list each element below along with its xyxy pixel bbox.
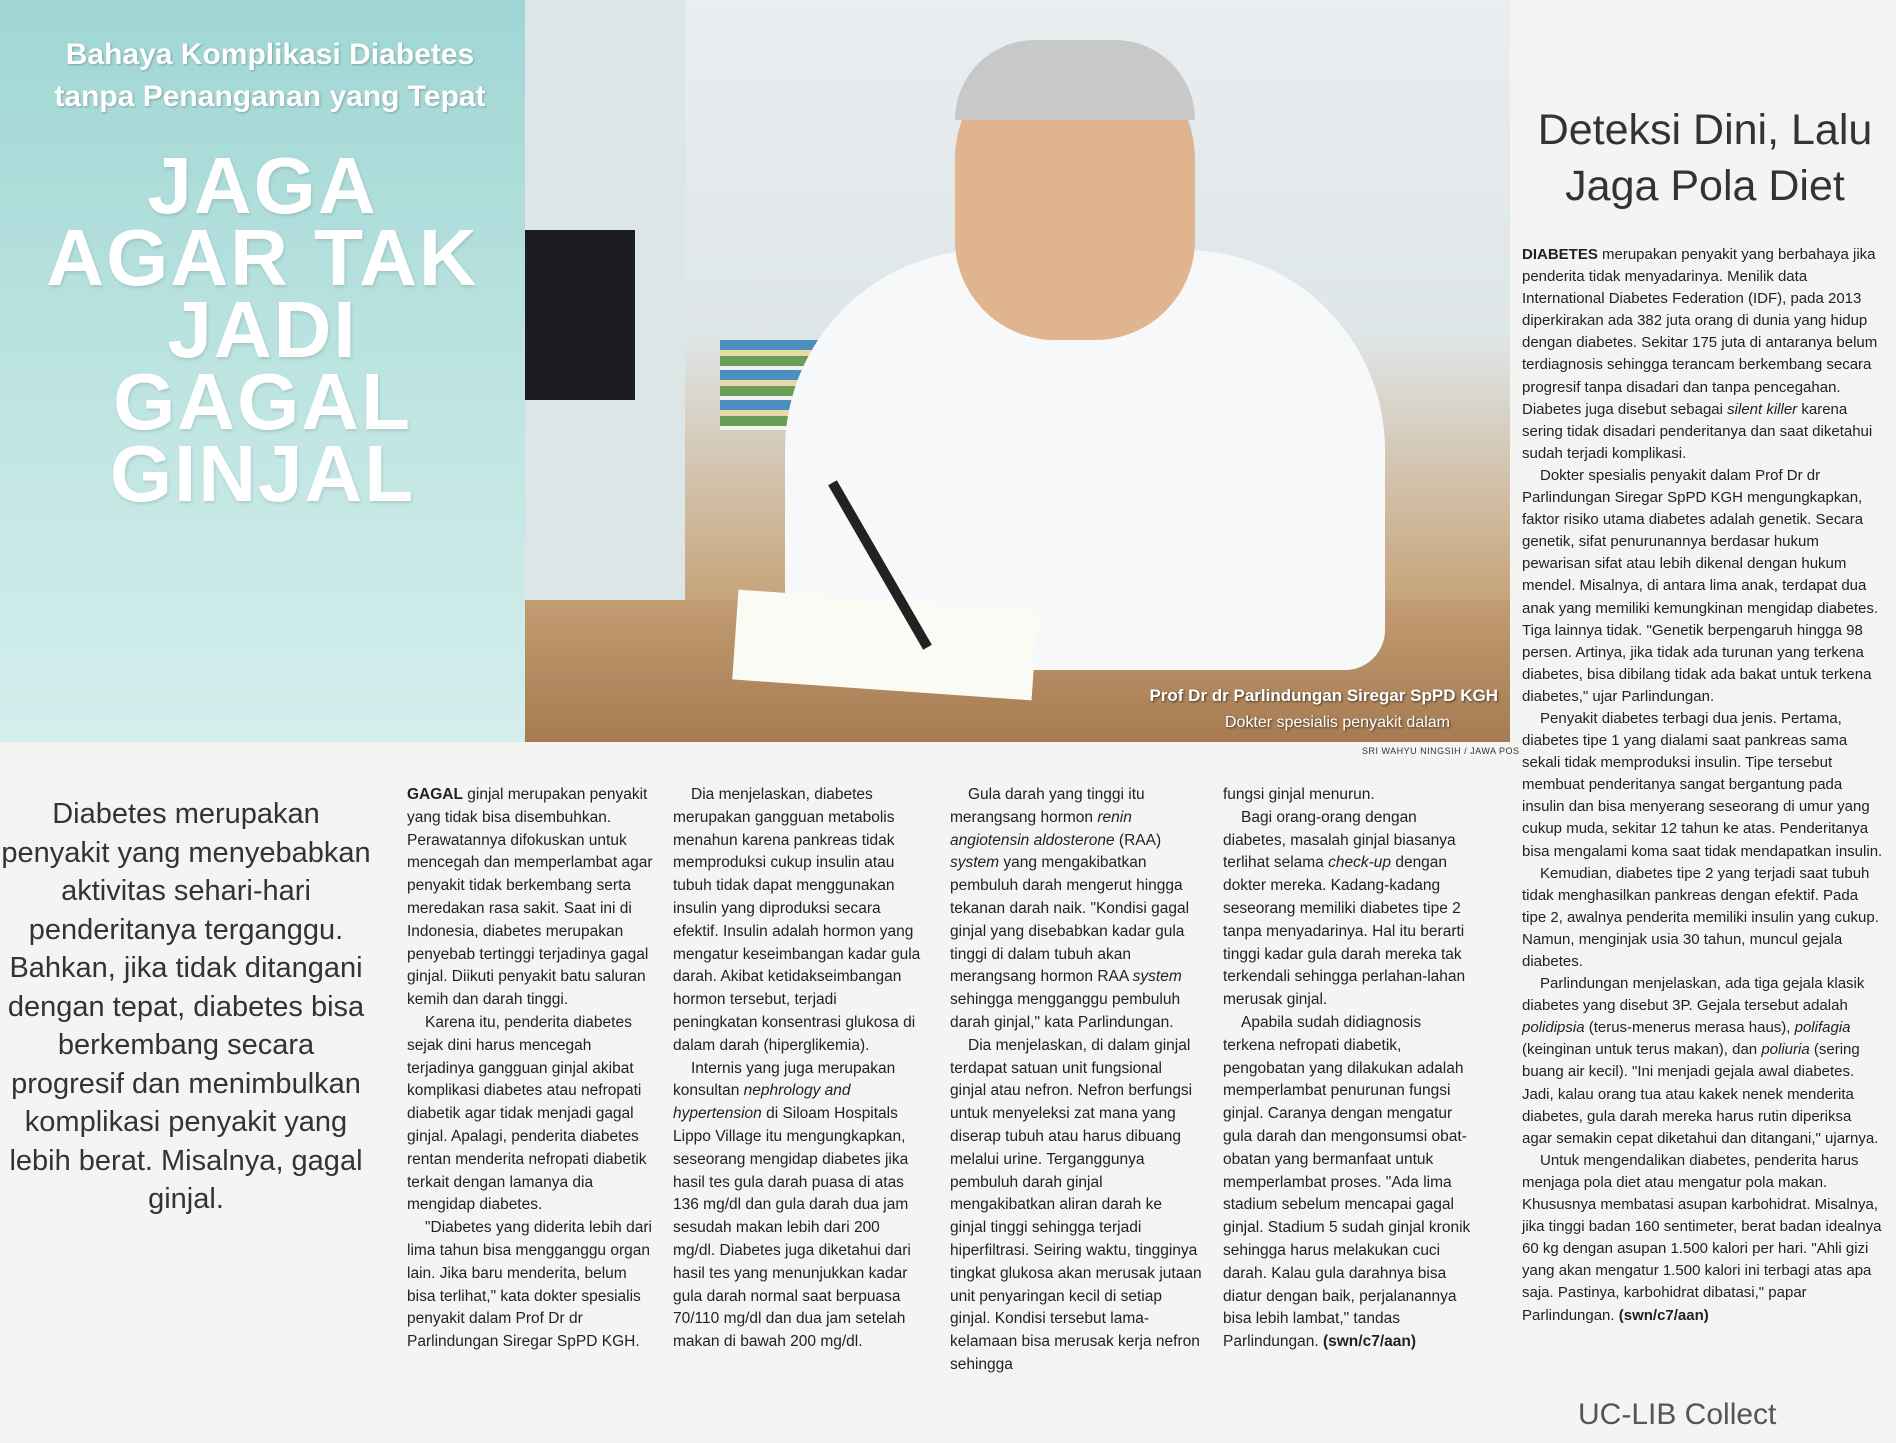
article-column-3 <box>950 784 1202 1377</box>
sidebar-text-6: Untuk mengendalikan diabetes, penderita harus menjaga pola diet atau mengatur pola makan. Khususnya membatasi asupan karbohidrat. Misalnya, jika tinggi badan 160 sentimeter, berat badan idealnya 60 kg dengan asupan 1.500 kalori per hari. "Ahli gizi yang akan mengatur 1.500 kalori ini terbagi atas apa saja. Pastinya, karbohidrat dibatasi," papar Parlindungan. <box>1522 1151 1882 1324</box>
col3-text-b: (RAA) <box>1114 831 1162 849</box>
col3-text-c: yang mengakibatkan pembuluh darah mengerut hingga tekanan darah naik. "Kondisi gagal ginjal yang disebabkan kadar gula tinggi di dalam tubuh akan merangsang hormon RAA <box>950 854 1190 986</box>
sidebar-text-1a: merupakan penyakit yang berbahaya jika penderita tidak menyadarinya. Menilik data International Diabetes Federation (IDF), pada 2013 diperkirakan ada 382 juta orang di dunia yang hidup dengan diabetes. Sekitar 175 juta di antaranya belum terdiagnosis sehingga terancam berkembang secara progresif tanpa disadari dan tanpa pencegahan. Diabetes juga disebut sebagai <box>1522 246 1878 418</box>
sidebar-paragraph-1 <box>1522 244 1884 465</box>
headline-line-4: GAGAL <box>113 357 412 446</box>
col4-italic: check-up <box>1328 854 1392 872</box>
lead-paragraph: Diabetes merupakan penyakit yang menyebabkan aktivitas sehari-hari penderitanya terganggu. Bahkan, jika tidak ditangani dengan tepat, diabetes bisa berkembang secara progresif dan menimbulkan komplikasi penyakit yang lebih berat. Misalnya, gagal ginjal. <box>1 798 371 1215</box>
headline-line-1: JAGA <box>147 141 378 230</box>
sidebar-paragraph-2: Dokter spesialis penyakit dalam Prof Dr dr Parlindungan Siregar SpPD KGH mengungkapkan, faktor risiko utama diabetes adalah genetik. Secara genetik, sifat penurunannya berdasar hukum pewarisan sifat atau lebih dikenal dengan hukum mendel. Misalnya, di antara lima anak, terdapat dua anak yang memiliki kemungkinan mengidap diabetes. Tiga lainnya tidak. "Genetik berpengaruh hingga 98 persen. Artinya, jika tidak ada turunan yang terkena diabetes, bisa dibilang tidak ada bakat untuk terkena diabetes," ujar Parlindungan. <box>1522 466 1879 705</box>
col2-text-a: Internis yang juga merupakan konsultan <box>673 1059 896 1100</box>
sidebar-paragraph-5 <box>1522 973 1884 1150</box>
col4-paragraph-2 <box>1223 807 1475 1012</box>
col4-paragraph-3 <box>1223 1012 1475 1354</box>
sidebar-text-1b: karena sering tidak disadari penderitanya dan saat diketahui sudah terjadi komplikasi. <box>1522 400 1873 462</box>
headline-line-2: AGAR TAK <box>46 213 479 302</box>
col3-italic-3: system <box>1132 968 1182 986</box>
sidebar-title-line-2: Jaga Pola Diet <box>1565 162 1845 210</box>
sidebar-signoff: (swn/c7/aan) <box>1618 1306 1709 1324</box>
col1-paragraph-3: "Diabetes yang diderita lebih dari lima tahun bisa mengganggu organ lain. Jika baru menderita, belum bisa terlihat," kata dokter spesialis penyakit dalam Prof Dr dr Parlindungan Siregar SpPD KGH. <box>407 1219 652 1351</box>
sidebar-text-5d: (sering buang air kecil). "Ini menjadi gejala awal diabetes. Jadi, kalau orang tua atau kakek nenek menderita diabetes, gula darah mereka harus rutin diperiksa agar semakin cepat diketahui dan ditangani," ujarnya. <box>1522 1041 1879 1147</box>
col3-text-d: sehingga mengganggu pembuluh darah ginjal," kata Parlindungan. <box>950 991 1181 1031</box>
col3-paragraph-1 <box>950 784 1202 1035</box>
sidebar-italic-5c: poliuria <box>1761 1041 1810 1059</box>
col3-italic-2: system <box>950 854 1000 872</box>
photo-caption-name: Prof Dr dr Parlindungan Siregar SpPD KGH <box>1149 686 1498 705</box>
col4-text-3: Apabila sudah didiagnosis terkena nefropati diabetik, pengobatan yang dilakukan adalah memperlambat penurunan fungsi ginjal. Caranya dengan mengatur gula darah dan mengonsumsi obat-obatan yang bermanfaat untuk memperlambat proses. "Ada lima stadium sebelum mencapai gagal ginjal. Stadium 5 sudah ginjal kronik sehingga harus melakukan cuci darah. Kalau gula darahnya bisa diatur dengan baik, perjalanannya bisa lebih lambat," tandas Parlindungan. <box>1223 1013 1471 1351</box>
col2-italic: nephrology and hypertension <box>673 1082 851 1123</box>
kicker-line-2: tanpa Penanganan yang Tepat <box>54 80 486 113</box>
headline-line-3: JADI <box>167 285 358 374</box>
sidebar-italic-5a: polidipsia <box>1522 1019 1585 1037</box>
col1-paragraph-2: Karena itu, penderita diabetes sejak dini harus mencegah terjadinya gangguan ginjal akibat komplikasi diabetes atau nefropati diabetik agar tidak menjadi gagal ginjal. Apalagi, penderita diabetes rentan menderita nefropati diabetik terkait dengan lamanya dia mengidap diabetes. <box>407 1013 647 1214</box>
col2-paragraph-2 <box>673 1058 925 1354</box>
doctor-photo <box>525 0 1510 742</box>
sidebar-paragraph-6 <box>1522 1150 1884 1327</box>
photo-doctor-hair <box>955 40 1195 120</box>
photo-credit: SRI WAHYU NINGSIH / JAWA POS <box>1362 746 1520 756</box>
sidebar-italic-5b: polifagia <box>1794 1019 1851 1037</box>
sidebar-italic-1: silent killer <box>1727 400 1798 418</box>
col2-text-b: di Siloam Hospitals Lippo Village itu mengungkapkan, seseorang mengidap diabetes jika hasil tes gula darah puasa di atas 136 mg/dl dan gula darah dua jam sesudah makan lebih dari 200 mg/dl. Diabetes juga diketahui dari hasil tes yang menunjukkan kadar gula darah normal saat berpuasa 70/110 mg/dl dan dua jam setelah makan di bawah 200 mg/dl. <box>673 1105 911 1351</box>
sidebar-paragraph-3: Penyakit diabetes terbagi dua jenis. Pertama, diabetes tipe 1 yang dialami saat pankreas sama sekali tidak memproduksi insulin. Tipe tersebut membuat penderitanya sangat bergantung pada insulin dan bisa menyerang seseorang di umur yang cukup muda, sekitar 12 tahun ke atas. Penderitanya bisa mengalami koma saat tidak mendapatkan insulin. <box>1522 709 1883 860</box>
photo-monitor <box>525 230 635 400</box>
col2-paragraph-1: Dia menjelaskan, diabetes merupakan gangguan metabolis menahun karena pankreas tidak memproduksi cukup insulin atau tubuh tidak dapat menggunakan insulin yang diproduksi secara efektif. Insulin adalah hormon yang mengatur keseimbangan kadar gula darah. Akibat ketidakseimbangan hormon tersebut, terjadi peningkatan konsentrasi glukosa di dalam darah (hiperglikemia). <box>673 786 921 1054</box>
col3-italic-1: renin angiotensin aldosterone <box>950 808 1132 849</box>
col4-text-b: dengan dokter mereka. Kadang-kadang seseorang memiliki diabetes tipe 2 tanpa menyadarinya. Hal itu berarti tinggi kadar gula darah mereka tak terkendali sehingga perlahan-lahan merusak ginjal. <box>1223 854 1466 1009</box>
sidebar-body <box>1522 244 1884 1327</box>
col4-text-a: Bagi orang-orang dengan diabetes, masalah ginjal biasanya terlihat selama <box>1223 808 1456 872</box>
col3-text-a: Gula darah yang tinggi itu merangsang hormon <box>950 786 1145 826</box>
sidebar-text-5a: Parlindungan menjelaskan, ada tiga gejala klasik diabetes yang disebut 3P. Gejala tersebut adalah <box>1522 975 1865 1015</box>
col3-paragraph-2: Dia menjelaskan, di dalam ginjal terdapat satuan unit fungsional ginjal atau nefron. Nefron berfungsi untuk menyeleksi zat mana yang diserap tubuh atau harus dibuang melalui urine. Terganggunya pembuluh darah ginjal mengakibatkan aliran darah ke ginjal tinggi sehingga terjadi hiperfiltrasi. Seiring waktu, tingginya tingkat glukosa akan merusak jutaan unit penyaringan kecil di setiap ginjal. Kondisi tersebut lama-kelamaan bisa merusak kerja nefron sehingga <box>950 1036 1202 1373</box>
sidebar-paragraph-4: Kemudian, diabetes tipe 2 yang terjadi saat tubuh tidak menghasilkan pankreas dengan efektif. Pada tipe 2, awalnya penderita memiliki insulin yang cukup. Namun, menginjak usia 30 tahun, muncul gejala diabetes. <box>1522 864 1879 970</box>
sidebar-text-5b: (terus-menerus merasa haus), <box>1584 1019 1795 1037</box>
col4-signoff: (swn/c7/aan) <box>1322 1333 1416 1351</box>
collection-watermark: UC-LIB Collect <box>1578 1398 1777 1431</box>
article-column-1 <box>407 784 659 1354</box>
article-column-2 <box>673 784 925 1354</box>
kicker-line-1: Bahaya Komplikasi Diabetes <box>65 38 475 71</box>
photo-caption-role: Dokter spesialis penyakit dalam <box>1225 714 1450 731</box>
col4-paragraph-1: fungsi ginjal menurun. <box>1223 786 1375 803</box>
sidebar-title <box>1520 102 1890 214</box>
sidebar-title-line-1: Deteksi Dini, Lalu <box>1537 106 1873 154</box>
col1-paragraph-1 <box>407 784 659 1012</box>
headline-line-5: GINJAL <box>109 429 416 518</box>
article-column-4 <box>1223 784 1475 1354</box>
col1-dropcap: GAGAL <box>407 786 463 803</box>
sidebar-dropcap: DIABETES <box>1522 246 1598 263</box>
col1-text-1: ginjal merupakan penyakit yang tidak bisa disembuhkan. Perawatannya difokuskan untuk mencegah dan memperlambat agar penyakit tidak berkembang serta meredakan rasa sakit. Saat ini di Indonesia, diabetes merupakan penyebab tertinggi terjadinya gagal ginjal. Diikuti penyakit batu saluran kemih dan darah tinggi. <box>407 786 653 1009</box>
sidebar-text-5c: (keinginan untuk terus makan), dan <box>1522 1041 1762 1059</box>
hero-section <box>0 0 1510 742</box>
